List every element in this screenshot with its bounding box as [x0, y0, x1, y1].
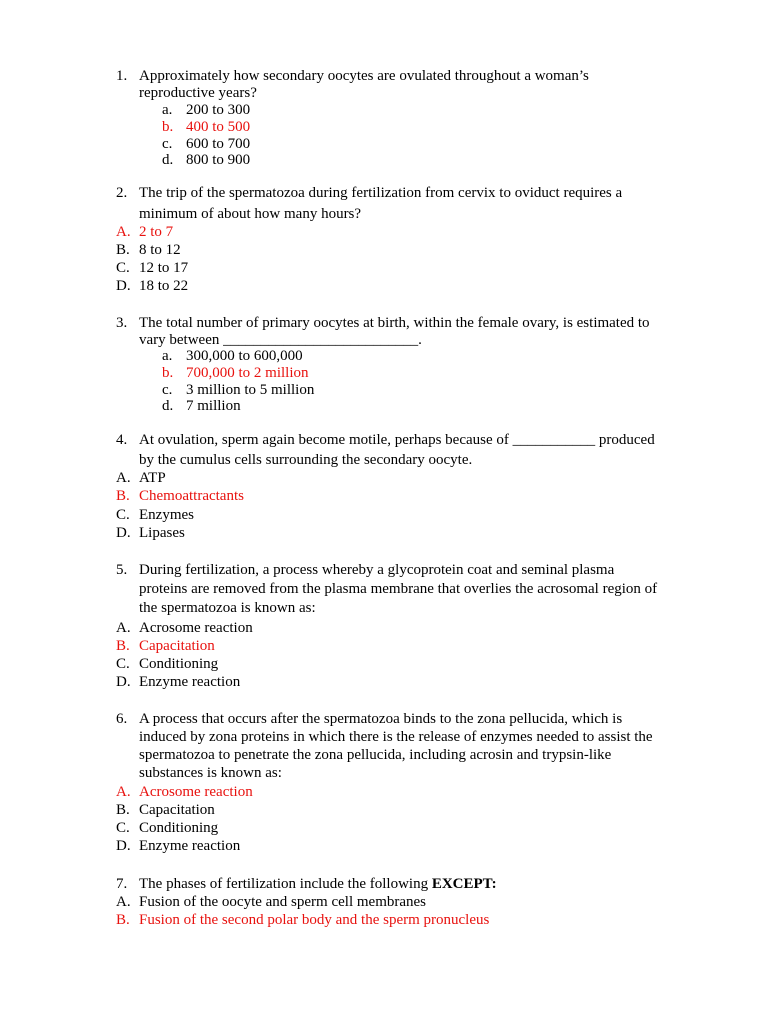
option-letter: C.	[116, 820, 130, 836]
option-letter: D.	[116, 525, 131, 541]
question-text-line: Approximately how secondary oocytes are ovulated throughout a woman’s	[139, 68, 589, 84]
option-letter: d.	[162, 398, 174, 414]
option-letter: c.	[162, 382, 173, 398]
option-letter: D.	[116, 674, 131, 690]
option-letter: d.	[162, 152, 174, 168]
question-text-line: vary between __________________________.	[139, 332, 422, 348]
option-text: 18 to 22	[139, 278, 189, 294]
option-letter: D.	[116, 278, 131, 294]
option-letter-correct: A.	[116, 784, 131, 800]
question-number: 7.	[116, 876, 128, 892]
option-letter-correct: b.	[162, 119, 174, 135]
option-letter-correct: B.	[116, 638, 130, 654]
option-text: Fusion of the oocyte and sperm cell membranes	[139, 894, 427, 910]
option-text: 600 to 700	[186, 136, 251, 152]
option-text-correct: Acrosome reaction	[139, 784, 253, 800]
option-letter: B.	[116, 242, 130, 258]
question-text-line: During fertilization, a process whereby a glycoprotein coat and seminal plasma	[139, 562, 615, 578]
option-text: 12 to 17	[139, 260, 189, 276]
option-text: Enzyme reaction	[139, 674, 241, 690]
option-letter: B.	[116, 802, 130, 818]
question-text-line: The trip of the spermatozoa during fertilization from cervix to oviduct requires a	[139, 185, 623, 201]
option-text: Conditioning	[139, 656, 219, 672]
question-number: 6.	[116, 711, 128, 727]
option-letter-correct: B.	[116, 488, 130, 504]
question-text-line: proteins are removed from the plasma membrane that overlies the acrosomal region of	[139, 581, 658, 597]
option-letter: A.	[116, 470, 131, 486]
question-text-line: substances is known as:	[139, 765, 282, 781]
question-number: 1.	[116, 68, 128, 84]
option-text: Enzymes	[139, 507, 194, 523]
option-text: 8 to 12	[139, 242, 181, 258]
question-number: 5.	[116, 562, 128, 578]
question-text-line	[139, 876, 497, 893]
question-text-line: reproductive years?	[139, 85, 257, 101]
question-text-line: At ovulation, sperm again become motile, perhaps because of ___________ produced	[139, 432, 655, 448]
question-text-line: The total number of primary oocytes at birth, within the female ovary, is estimated to	[139, 315, 650, 331]
option-letter: A.	[116, 620, 131, 636]
option-text: Acrosome reaction	[139, 620, 253, 636]
option-text-correct: Capacitation	[139, 638, 215, 654]
option-text-correct: Chemoattractants	[139, 488, 244, 504]
option-text-correct: Fusion of the second polar body and the sperm pronucleus	[139, 912, 490, 928]
question-text-line: the spermatozoa is known as:	[139, 600, 316, 616]
option-letter: C.	[116, 507, 130, 523]
option-text: ATP	[139, 470, 166, 486]
question-number: 4.	[116, 432, 128, 448]
question-emphasis: EXCEPT:	[431, 876, 497, 892]
option-text: Lipases	[139, 525, 185, 541]
option-text: Conditioning	[139, 820, 219, 836]
option-letter: a.	[162, 348, 173, 364]
question-text-line: by the cumulus cells surrounding the secondary oocyte.	[139, 452, 473, 468]
option-letter: A.	[116, 894, 131, 910]
option-letter: C.	[116, 656, 130, 672]
option-letter: c.	[162, 136, 173, 152]
question-number: 2.	[116, 185, 128, 201]
question-text-line: A process that occurs after the spermatozoa binds to the zona pellucida, which is	[139, 711, 623, 727]
option-text-correct: 400 to 500	[186, 119, 251, 135]
option-text: 300,000 to 600,000	[186, 348, 303, 364]
question-text-line: induced by zona proteins in which there is the release of enzymes needed to assist the	[139, 729, 653, 745]
option-letter: D.	[116, 838, 131, 854]
option-letter: C.	[116, 260, 130, 276]
option-text: 200 to 300	[186, 102, 251, 118]
question-text-line: minimum of about how many hours?	[139, 206, 362, 222]
question-number: 3.	[116, 315, 128, 331]
option-text-correct: 2 to 7	[139, 224, 174, 240]
question-text-line: spermatozoa to penetrate the zona pellucida, including acrosin and trypsin-like	[139, 747, 612, 763]
option-letter-correct: b.	[162, 365, 174, 381]
option-letter-correct: A.	[116, 224, 131, 240]
question-text: The phases of fertilization include the following	[139, 876, 432, 892]
option-text: 7 million	[186, 398, 241, 414]
option-text: 800 to 900	[186, 152, 251, 168]
option-text: 3 million to 5 million	[186, 382, 315, 398]
option-text-correct: 700,000 to 2 million	[186, 365, 309, 381]
option-letter-correct: B.	[116, 912, 130, 928]
option-text: Capacitation	[139, 802, 215, 818]
option-letter: a.	[162, 102, 173, 118]
option-text: Enzyme reaction	[139, 838, 241, 854]
